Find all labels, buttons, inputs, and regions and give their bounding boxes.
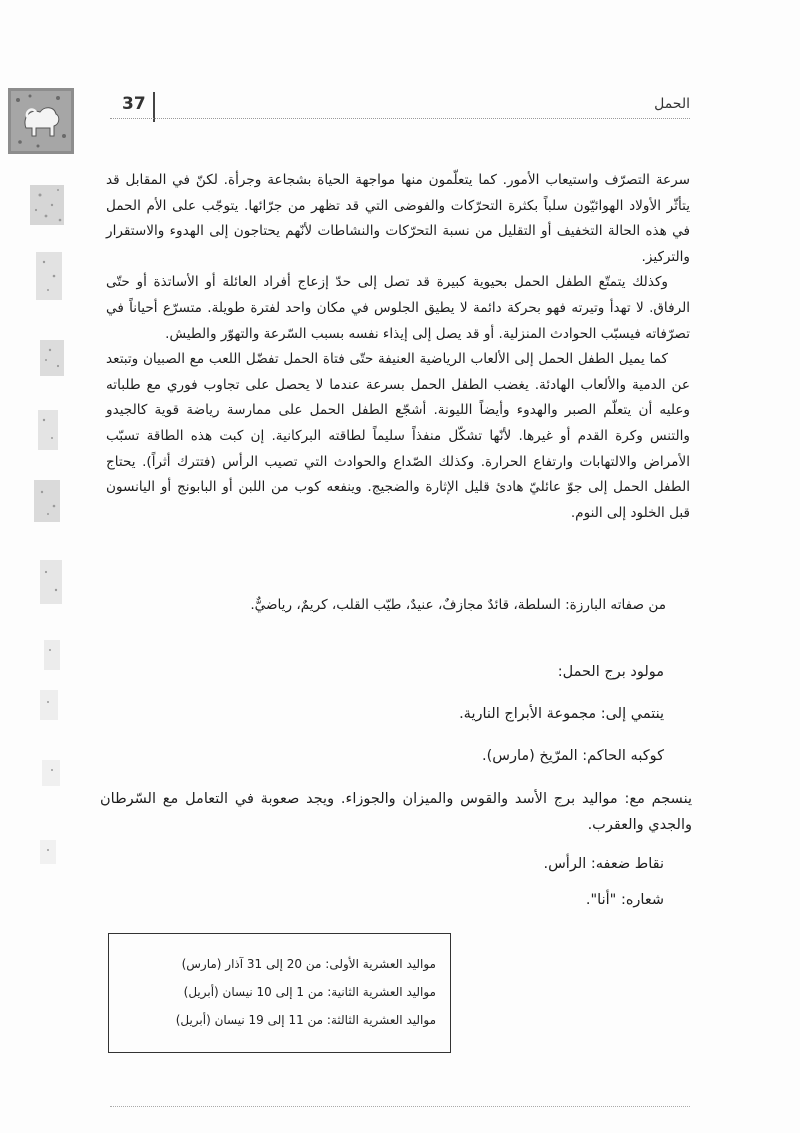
fact-element: ينتمي إلى: مجموعة الأبراج النارية. xyxy=(459,706,664,722)
paragraph: كما يميل الطفل الحمل إلى الألعاب الرياضية العنيفة حتّى فتاة الحمل تفضّل اللعب مع الصبيان وتبتعد عن الدمية والألعاب الهادئة. يغضب الطفل الحمل بسرعة عندما لا يحصل على تجاوب فوري مع طلباته وعليه أن يتعلّم الصبر والهدوء وأيضاً الليونة. أشجّع الطفل الحمل على ممارسة رياضة قوية كالجيدو والتنس وكرة القدم أو غيرها. لأنّها تشكّل منفذاً سليماً لطاقته البركانية. إن كبت هذه الطاقة تسبّب الأمراض والالتهابات وارتفاع الحرارة. وكذلك الصّداع والحوادث التي تصيب الرأس (فتترك أثراً). يحتاج الطفل الحمل إلى جوّ عائليّ هادئ قليل الإثارة والضجيج. وينفعه كوب من اللبن أو البابونج أو اليانسون قبل الخلود إلى النوم. xyxy=(106,351,690,521)
decan-line: مواليد العشرية الثانية: من 1 إلى 10 نيسان (أبريل) xyxy=(183,985,436,999)
ram-icon xyxy=(8,88,74,154)
page-number: 37 xyxy=(122,94,146,114)
decan-line: مواليد العشرية الأولى: من 20 إلى 31 آذار (مارس) xyxy=(181,957,436,971)
decans-box xyxy=(108,933,451,1053)
body-text xyxy=(106,168,690,526)
fact-planet: كوكبه الحاكم: المرّيخ (مارس). xyxy=(482,748,664,764)
facts-title: مولود برج الحمل: xyxy=(557,664,664,680)
footer-rule xyxy=(110,1106,690,1108)
fact-weak-points: نقاط ضعفه: الرأس. xyxy=(543,856,664,872)
paragraph: وكذلك يتمتّع الطفل الحمل بحيوية كبيرة قد تصل إلى حدّ إزعاج أفراد العائلة أو الأساتذة أو حتّى الرفاق. لا تهدأ وتيرته فهو بحركة دائمة لا يطيق الجلوس في مكان واحد لفترة طويلة. متسرّع أحياناً في تصرّفاته فيسبّب الحوادث المنزلية. أو قد يصل إلى إيذاء نفسه بسبب السّرعة والتهوّر والطيش. xyxy=(106,274,690,342)
decan-line: مواليد العشرية الثالثة: من 11 إلى 19 نيسان (أبريل) xyxy=(175,1013,436,1027)
running-title: الحمل xyxy=(654,96,690,112)
paragraph: سرعة التصرّف واستيعاب الأمور. كما يتعلّمون منها مواجهة الحياة بشجاعة وجرأة. لكنّ في المقابل قد يتأثّر الأولاد الهوائيّون سلباً بكثرة التحرّكات والفوضى التي قد تظهر من جرّائها. يتوجّب على الأم الحمل في هذه الحالة التخفيف أو التقليل من نسبة التحرّكات والنشاطات لأنّهم يحتاجون إلى الهدوء والاستقرار والتركيز. xyxy=(106,172,690,265)
qualities-line: من صفاته البارزة: السلطة، قائدٌ مجازفٌ، عنيدٌ، طيّب القلب، كريمٌ، رياضيٌّ. xyxy=(250,597,666,613)
page-header xyxy=(110,88,690,128)
decorative-speckle-icon xyxy=(0,0,95,1133)
fact-compatibility: ينسجم مع: مواليد برج الأسد والقوس والميزان والجوزاء. ويجد صعوبة في التعامل مع السّرطان والجدي والعقرب. xyxy=(100,791,692,833)
header-rule xyxy=(110,118,690,120)
fact-motto: شعاره: "أنا". xyxy=(585,892,664,908)
